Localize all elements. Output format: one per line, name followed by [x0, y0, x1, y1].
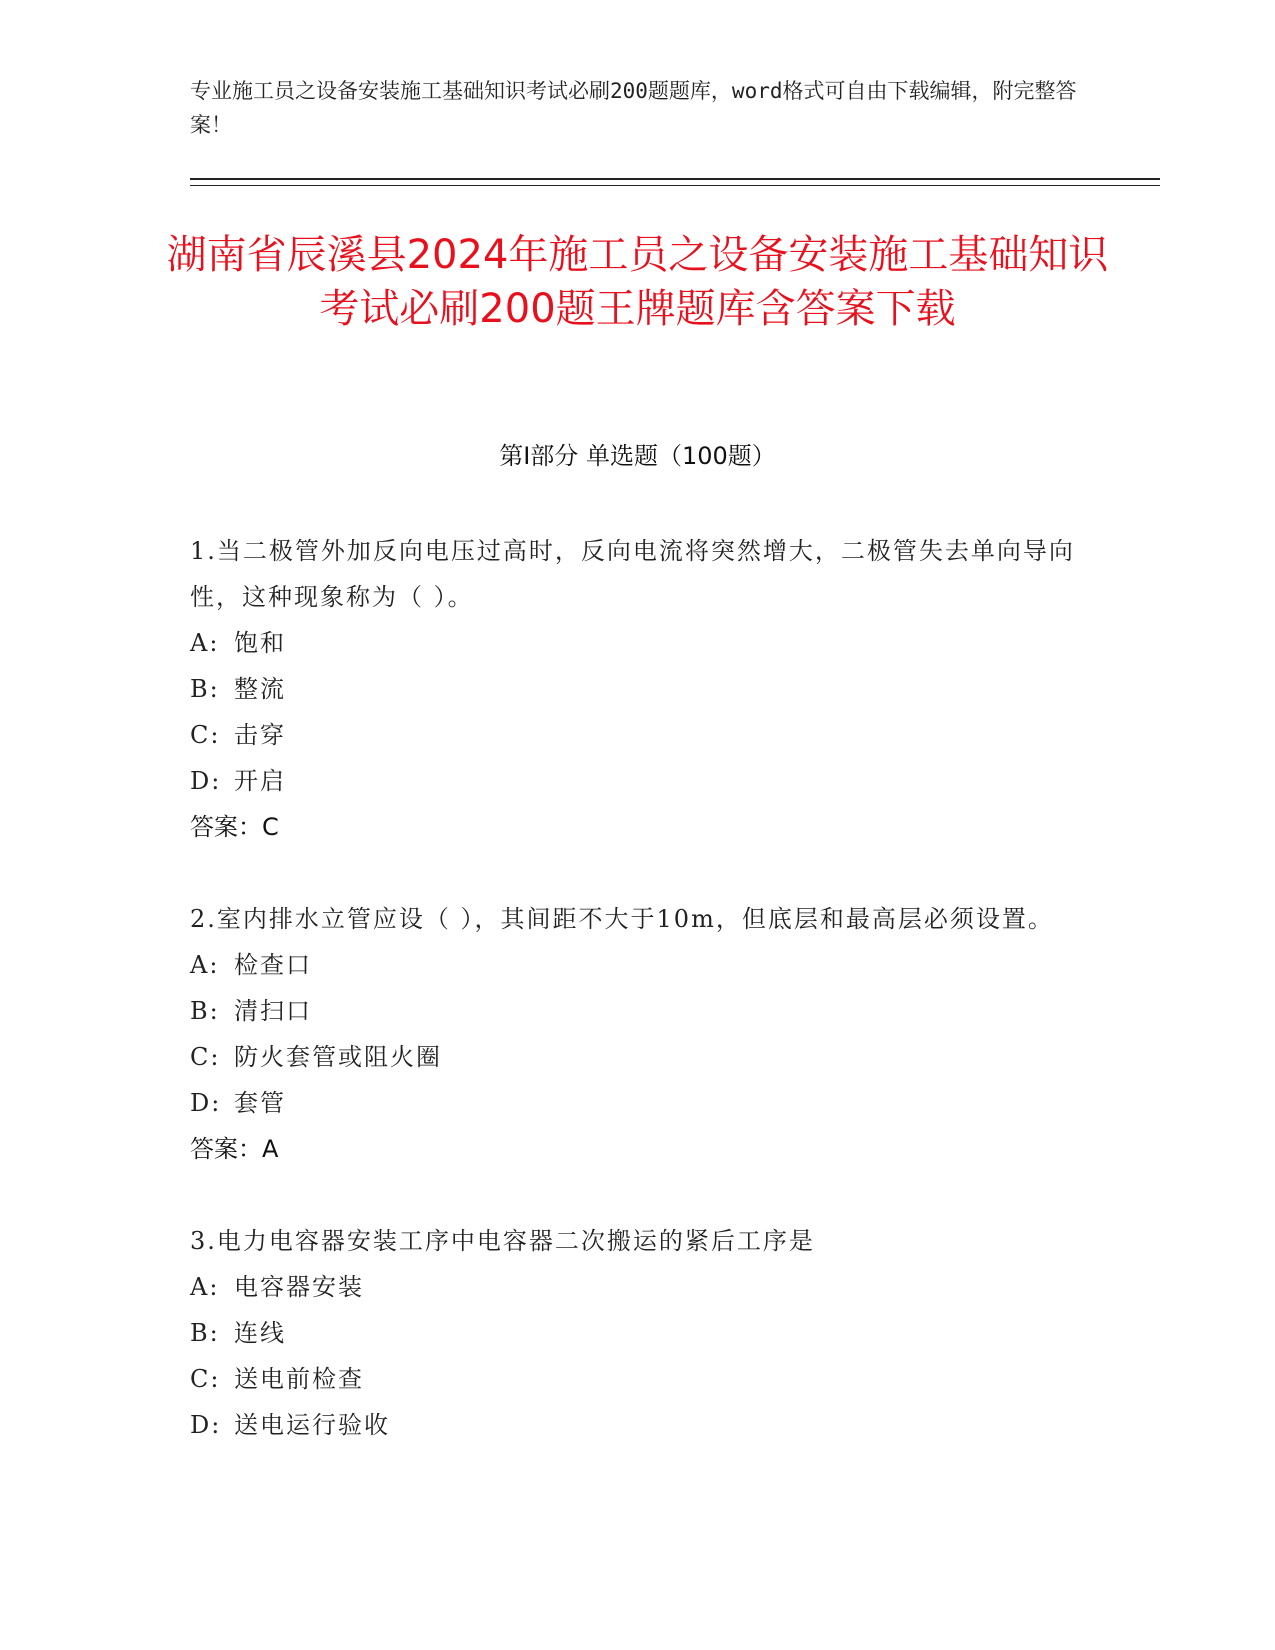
option-a [190, 942, 1090, 988]
option-a [190, 620, 1090, 666]
question-stem: 2.室内排水立管应设（ ），其间距不大于10m，但底层和最高层必须设置。 [190, 905, 1054, 933]
option-text: 送电前检查 [234, 1365, 364, 1393]
option-text: 清扫口 [234, 997, 312, 1025]
document-title: 湖南省辰溪县2024年施工员之设备安装施工基础知识考试必刷200题王牌题库含答案下载 [166, 232, 1109, 332]
header-divider-thick [190, 178, 1160, 180]
option-key: D: [190, 1089, 222, 1117]
option-key: B: [190, 675, 220, 703]
option-text: 连线 [234, 1319, 286, 1347]
question-list [190, 528, 1090, 1494]
option-text: 电容器安装 [234, 1273, 364, 1301]
question-stem: 1.当二极管外加反向电压过高时，反向电流将突然增大，二极管失去单向导向性，这种现象称为（ ）。 [190, 537, 1075, 611]
option-text: 套管 [234, 1089, 286, 1117]
answer-line: 答案：C [190, 813, 279, 841]
question-3 [190, 1218, 1090, 1448]
section-heading: 第Ⅰ部分 单选题（100题） [499, 442, 776, 470]
header-note: 专业施工员之设备安装施工基础知识考试必刷200题题库，word格式可自由下载编辑，附完整答案！ [190, 79, 1077, 137]
option-text: 防火套管或阻火圈 [234, 1043, 442, 1071]
option-d [190, 1402, 1090, 1448]
option-d [190, 758, 1090, 804]
option-text: 检查口 [234, 951, 312, 979]
question-1 [190, 528, 1090, 850]
option-key: C: [190, 1043, 221, 1071]
option-key: C: [190, 721, 221, 749]
header-divider-thin [190, 185, 1160, 186]
option-key: D: [190, 767, 222, 795]
option-a [190, 1264, 1090, 1310]
option-key: A: [190, 1273, 220, 1301]
option-d [190, 1080, 1090, 1126]
option-text: 击穿 [234, 721, 286, 749]
option-c [190, 712, 1090, 758]
option-b [190, 666, 1090, 712]
question-stem: 3.电力电容器安装工序中电容器二次搬运的紧后工序是 [190, 1227, 815, 1255]
option-key: B: [190, 997, 220, 1025]
option-key: B: [190, 1319, 220, 1347]
answer-line: 答案：A [190, 1135, 279, 1163]
option-key: C: [190, 1365, 221, 1393]
option-key: A: [190, 629, 220, 657]
option-c [190, 1356, 1090, 1402]
option-b [190, 988, 1090, 1034]
option-text: 饱和 [234, 629, 286, 657]
option-text: 开启 [234, 767, 286, 795]
option-key: D: [190, 1411, 222, 1439]
option-b [190, 1310, 1090, 1356]
option-text: 整流 [234, 675, 286, 703]
option-text: 送电运行验收 [234, 1411, 390, 1439]
option-c [190, 1034, 1090, 1080]
question-2 [190, 896, 1090, 1172]
option-key: A: [190, 951, 220, 979]
